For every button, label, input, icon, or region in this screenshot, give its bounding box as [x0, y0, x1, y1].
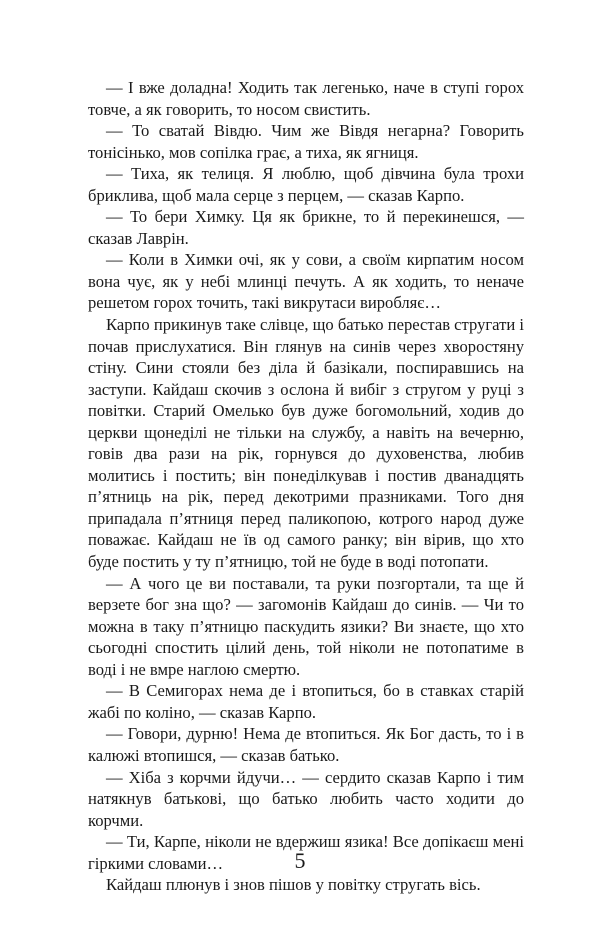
- paragraph: — То бери Химку. Ця як брикне, то й перекинешся, — сказав Лаврін.: [88, 207, 524, 248]
- paragraph: — І вже доладна! Ходить так легенько, наче в ступі горох товче, а як говорить, то носом свистить.: [88, 78, 524, 119]
- paragraph: — Говори, дурню! Нема де втопиться. Як Бог дасть, то і в калюжі втопишся, — сказав батько.: [88, 724, 524, 765]
- paragraph: Карпо прикинув таке слівце, що батько перестав стругати і почав прислухатися. Він глянув на синів через хворостяну стіну. Сини стояли без діла й базікали, поспиравшись на заступи. Кайдаш скочив з ослона й вибіг з стругом у руці з повітки. Старий Омелько був дуже богомольний, ходив до церкви щонеділі не тільки на службу, а навіть на вечерню, говів два рази на рік, горнувся до духовенства, любив молитись і постить; він понеділкував і постив дванадцять п’ятниць на рік, перед декотрими празниками. Того дня припадала п’ятниця перед паликопою, котрого народ дуже поважає. Кайдаш не їв од самого ранку; він вірив, що хто буде постить у ту п’ятницю, той не буде в воді потопати.: [88, 315, 525, 572]
- paragraph: — Хіба з корчми йдучи… — сердито сказав Карпо і тим натякнув батькові, що батько любить часто ходити до корчми.: [88, 767, 524, 830]
- paragraph: — То сватай Вівдю. Чим же Вівдя негарна? Говорить тонісінько, мов сопілка грає, а тиха, як ягниця.: [88, 121, 524, 162]
- paragraph: — Ти, Карпе, ніколи не вдержиш язика! Все допікаєш мені гіркими словами…: [88, 832, 524, 873]
- paragraph: — Тиха, як телиця. Я люблю, щоб дівчина була трохи бриклива, щоб мала серце з перцем, — сказав Карпо.: [88, 164, 524, 205]
- paragraph: — Коли в Химки очі, як у сови, а своїм кирпатим носом вона чує, як у небі млинці печуть. А як ходить, то неначе решетом горох точить, такі викрутаси виробляє…: [88, 250, 524, 313]
- page-body: [88, 77, 524, 896]
- paragraph: — В Семигорах нема де і втопиться, бо в ставках старій жабі по коліно, — сказав Карпо.: [88, 681, 524, 722]
- paragraph: — А чого це ви поставали, та руки позгортали, та ще й верзете бог зна що? — загомонів Кайдаш до синів. — Чи то можна в таку п’ятницю паскудить язики? Ви знаєте, що хто сьогодні спостить цілий день, той ніколи не потопатиме в воді і не вмре наглою смертю.: [88, 573, 524, 679]
- page-number: 5: [294, 848, 306, 873]
- paragraph: Кайдаш плюнув і знов пішов у повітку стругать вісь.: [106, 875, 481, 895]
